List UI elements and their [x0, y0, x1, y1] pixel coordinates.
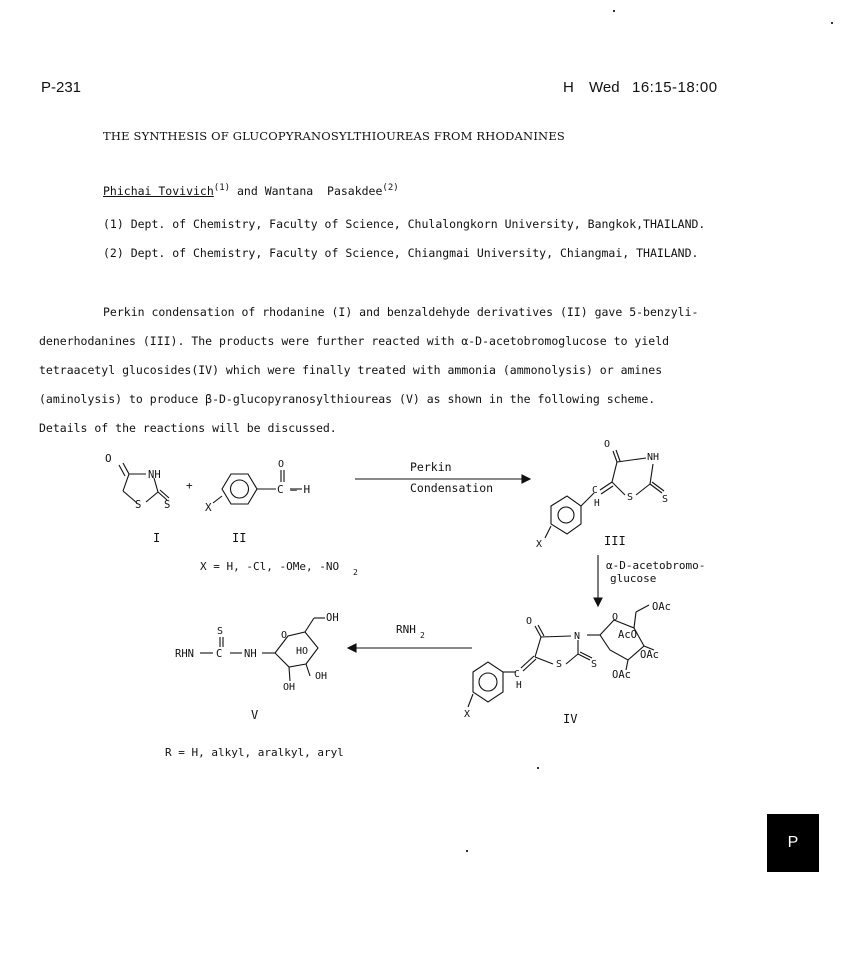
arrow-perkin-label: Perkin	[410, 460, 452, 474]
atom-S: S	[164, 499, 171, 511]
atom-AcO: AcO	[618, 629, 637, 641]
abstract-line-2: denerhodanines (III). The products were further reacted with α-D-acetobromoglucose to yield	[39, 334, 670, 348]
arrow-rnh2-label: RNH	[396, 623, 416, 636]
section-tab: P	[767, 814, 819, 872]
atom-O: O	[281, 630, 288, 641]
abstract-line-4: (aminolysis) to produce β-D-glucopyranosylthioureas (V) as shown in the following scheme.	[39, 392, 656, 406]
atom-S: S	[135, 499, 142, 511]
abstract-line-3: tetraacetyl glucosides(IV) which were finally treated with ammonia (ammonolysis) or amines	[39, 363, 663, 377]
scan-speck	[831, 22, 833, 24]
atom-NH: NH	[148, 469, 161, 481]
label-compound-I: I	[153, 531, 161, 545]
aldehyde-CH: C — H	[277, 483, 311, 496]
label-compound-III: III	[604, 534, 626, 548]
paper-title: THE SYNTHESIS OF GLUCOPYRANOSYLTHIOUREAS FROM RHODANINES	[103, 129, 565, 143]
author-1-ref: (1)	[213, 183, 231, 193]
session-letter: H	[563, 79, 574, 96]
arrow-reagent-line-1: α-D-acetobromo-	[606, 559, 706, 572]
label-compound-II: II	[232, 531, 247, 545]
atom-NH: NH	[647, 452, 660, 463]
atom-S: S	[627, 492, 634, 503]
atom-O: O	[526, 616, 533, 627]
x-definition-sub: 2	[353, 568, 358, 577]
plus-sign: +	[186, 479, 193, 492]
x-definition: X = H, -Cl, -OMe, -NO	[200, 560, 340, 573]
atom-H: H	[516, 680, 522, 691]
atom-N: N	[574, 631, 581, 642]
atom-S: S	[556, 659, 563, 670]
atom-OH: OH	[326, 612, 339, 624]
reaction-scheme	[0, 430, 850, 780]
scan-speck	[613, 10, 615, 12]
author-line	[103, 183, 399, 198]
atom-OAc: OAc	[652, 601, 671, 613]
atom-C: C	[216, 648, 223, 660]
atom-C: C	[514, 669, 520, 680]
abstract-line-5: Details of the reactions will be discussed.	[39, 421, 337, 435]
atom-O: O	[612, 612, 619, 623]
scan-speck	[466, 850, 468, 852]
label-compound-IV: IV	[563, 712, 578, 726]
abstract-code: P-231	[41, 79, 82, 96]
author-conj: and	[236, 183, 258, 198]
rhodanine-I-structure	[119, 463, 169, 503]
glucoside-IV-structure	[468, 605, 654, 707]
author-1: Phichai Tovivich	[103, 183, 214, 198]
author-2-ref: (2)	[382, 183, 399, 193]
atom-S: S	[591, 659, 598, 670]
benzylidene-III-structure	[545, 450, 664, 538]
atom-S: S	[217, 626, 224, 637]
atom-HO: HO	[296, 646, 309, 657]
atom-NH: NH	[244, 648, 257, 660]
arrow-condensation-label: Condensation	[410, 481, 494, 495]
abstract-line-1: Perkin condensation of rhodanine (I) and benzaldehyde derivatives (II) gave 5-benzyli-	[103, 305, 699, 319]
atom-X: X	[205, 501, 212, 514]
atom-OAc: OAc	[640, 649, 659, 661]
atom-OAc: OAc	[612, 669, 631, 681]
arrow-reagent-line-2: glucose	[610, 572, 657, 585]
atom-H: H	[594, 498, 600, 509]
atom-O: O	[604, 439, 611, 450]
r-definition: R = H, alkyl, aralkyl, aryl	[165, 746, 344, 759]
atom-OH: OH	[315, 671, 328, 682]
atom-OH: OH	[283, 682, 296, 693]
session-day: Wed	[589, 79, 620, 96]
atom-C: C	[592, 485, 598, 496]
atom-RHN: RHN	[175, 648, 194, 660]
atom-O: O	[278, 459, 285, 470]
atom-X: X	[464, 709, 471, 720]
label-compound-V: V	[251, 708, 259, 722]
arrow-rnh2-sub: 2	[420, 631, 425, 640]
atom-S: S	[662, 494, 669, 505]
session-time: 16:15-18:00	[632, 79, 718, 96]
atom-O: O	[105, 452, 112, 465]
scan-speck	[537, 767, 539, 769]
author-2: Wantana Pasakdee	[264, 183, 383, 198]
atom-X: X	[536, 539, 543, 550]
affiliation-2: (2) Dept. of Chemistry, Faculty of Science, Chiangmai University, Chiangmai, THAILAND.	[103, 246, 699, 260]
affiliation-1: (1) Dept. of Chemistry, Faculty of Science, Chulalongkorn University, Bangkok,THAILAND.	[103, 217, 706, 231]
